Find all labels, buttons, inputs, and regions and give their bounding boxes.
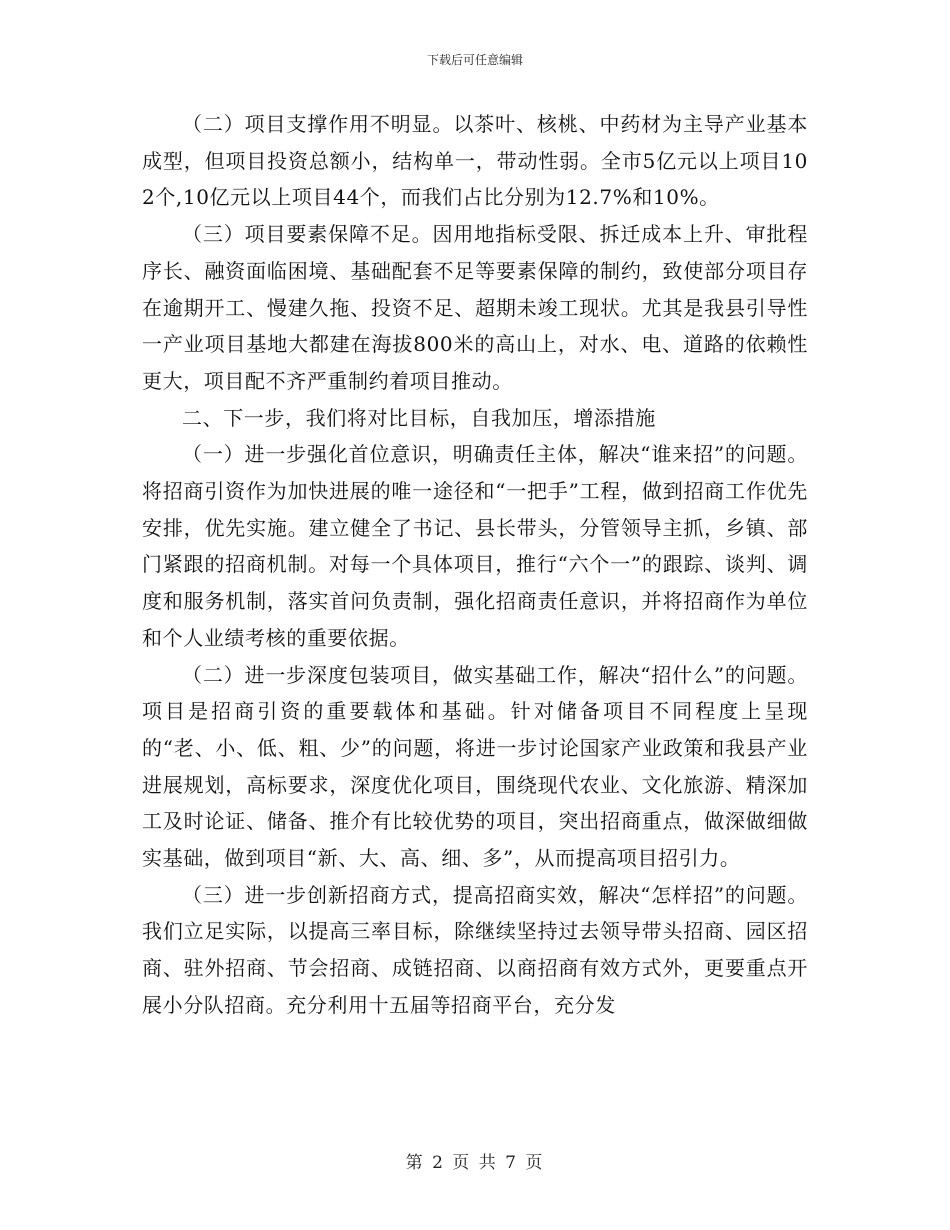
paragraph: （二）项目支撑作用不明显。以茶叶、核桃、中药材为主导产业基本成型，但项目投资总额小，结构单一，带动性弱。全市5亿元以上项目102个,10亿元以上项目44个，而我们占比分别为12.7%和10%。 bbox=[142, 112, 808, 210]
paragraph: （二）进一步深度包装项目，做实基础工作，解决“招什么”的问题。项目是招商引资的重要载体和基础。针对储备项目不同程度上呈现的“老、小、低、粗、少”的问题，将进一步讨论国家产业政策和我县产业进展规划，高标要求，深度优化项目，围绕现代农业、文化旅游、精深加工及时论证、储备、推介有比较优势的项目，突出招商重点，做深做细做实基础，做到项目“新、大、高、细、多”，从而提高项目招引力。 bbox=[142, 662, 808, 871]
paragraph: （三）进一步创新招商方式，提高招商实效，解决“怎样招”的问题。我们立足实际，以提高三率目标，除继续坚持过去领导带头招商、园区招商、驻外招商、节会招商、成链招商、以商招商有效方式外，更要重点开展小分队招商。充分利用十五届等招商平台，充分发 bbox=[142, 882, 808, 1017]
page-header: 下载后可任意编辑 bbox=[426, 53, 523, 67]
section-heading: 二、下一步，我们将对比目标，自我加压，增添措施 bbox=[182, 405, 656, 430]
document-body bbox=[142, 106, 808, 1024]
paragraph: （一）进一步强化首位意识，明确责任主体，解决“谁来招”的问题。将招商引资作为加快进展的唯一途径和“一把手”工程，做到招商工作优先安排，优先实施。建立健全了书记、县长带头，分管领导主抓，乡镇、部门紧跟的招商机制。对每一个具体项目，推行“六个一”的跟踪、谈判、调度和服务机制，落实首问负责制，强化招商责任意识，并将招商作为单位和个人业绩考核的重要依据。 bbox=[142, 442, 808, 650]
page-number-footer: 第 2 页 共 7 页 bbox=[405, 1153, 545, 1173]
paragraph: （三）项目要素保障不足。因用地指标受限、拆迁成本上升、审批程序长、融资面临困境、基础配套不足等要素保障的制约，致使部分项目存在逾期开工、慢建久拖、投资不足、超期未竣工现状。尤其是我县引导性一产业项目基地大都建在海拔800米的高山上，对水、电、道路的依赖性更大，项目配不齐严重制约着项目推动。 bbox=[142, 222, 808, 393]
